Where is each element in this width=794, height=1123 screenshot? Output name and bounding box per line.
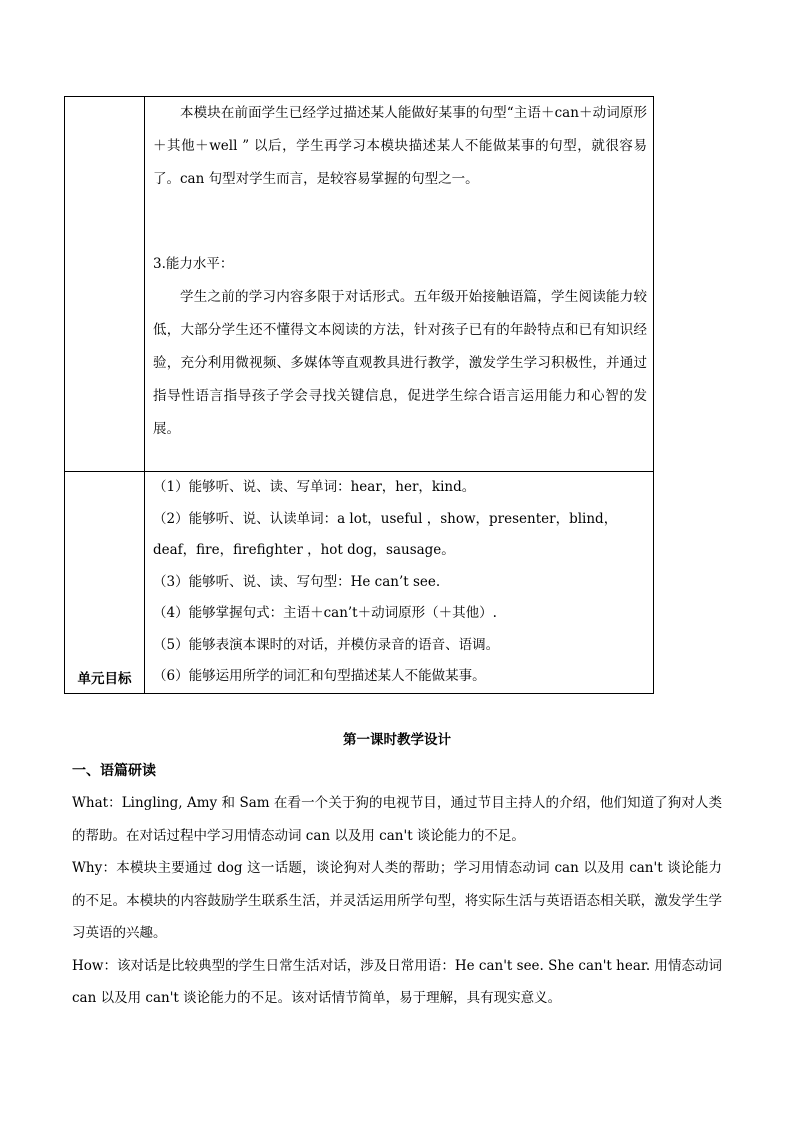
goal-item: （5）能够表演本课时的对话，并模仿录音的语音、语调。 — [153, 636, 500, 653]
ability-level-paragraph: 学生之前的学习内容多限于对话形式。五年级开始接触语篇，学生阅读能力较低，大部分学生还不懂得文本阅读的方法，针对孩子已有的年龄特点和已有知识经验，充分利用微视频、多媒体等直观教具进行教学，激发学生学习积极性，并通过指导性语言指导孩子学会寻找关键信息，促进学生综合语言运用能力和心智的发展。 — [153, 289, 647, 437]
table-row-analysis — [65, 97, 654, 472]
unit-goals-label-cell — [65, 472, 145, 694]
how-paragraph: How：该对话是比较典型的学生日常生活对话，涉及日常用语：He can't see. She can't hear. 用情态动词 can 以及用 can't 谈论能力的不足。该对话情节简单，易于理解，具有现实意义。 — [72, 957, 722, 1006]
goal-item: （3）能够听、说、读、写句型：He can’t see. — [153, 573, 441, 590]
lesson-title: 第一课时教学设计 — [343, 732, 451, 748]
prior-knowledge-paragraph: 本模块在前面学生已经学过描述某人能做好某事的句型“主语＋can＋动词原形＋其他＋well ” 以后，学生再学习本模块描述某人不能做某事的句型，就很容易了。can 句型对学生而言，是较容易掌握的句型之一。 — [153, 105, 647, 187]
goal-item: （4）能够掌握句式：主语＋can’t＋动词原形（＋其他）. — [153, 605, 497, 621]
goal-item: （1）能够听、说、读、写单词：hear，her，kind。 — [153, 479, 476, 495]
ability-level-heading: 3.能力水平： — [153, 256, 234, 272]
goal-item: （6）能够运用所学的词汇和句型描述某人不能做某事。 — [153, 668, 486, 684]
section-heading: 一、语篇研读 — [72, 763, 156, 779]
blank-gap — [153, 196, 647, 248]
unit-goals-label: 单元目标 — [77, 670, 132, 687]
text-analysis-body — [72, 787, 722, 1015]
analysis-content-cell — [145, 97, 654, 472]
what-paragraph: What：Lingling, Amy 和 Sam 在看一个关于狗的电视节目，通过节目主持人的介绍，他们知道了狗对人类的帮助。在对话过程中学习用情态动词 can 以及用 can't 谈论能力的不足。 — [72, 795, 722, 844]
why-paragraph: Why：本模块主要通过 dog 这一话题，谈论狗对人类的帮助；学习用情态动词 can 以及用 can't 谈论能力的不足。本模块的内容鼓励学生联系生活，并灵活运用所学句型，将实际生活与英语语态相关联，激发学生学习英语的兴趣。 — [72, 860, 722, 941]
goal-item: （2）能够听、说、认读单词：a lot，useful ，show，presenter，blind，deaf，fire，firefighter ，hot dog，sausage。 — [153, 510, 618, 558]
unit-analysis-table — [64, 96, 654, 694]
row-label-cell-empty — [65, 97, 145, 472]
table-row-unit-goals — [65, 472, 654, 694]
unit-goals-content-cell — [145, 472, 654, 694]
